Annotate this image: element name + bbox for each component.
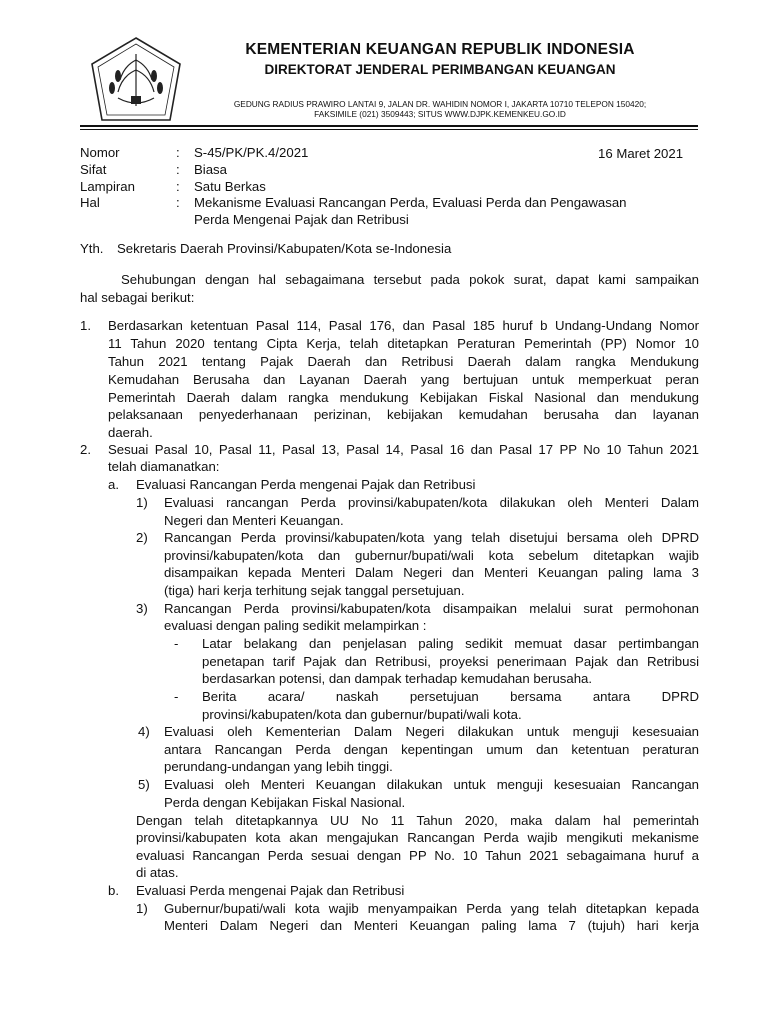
item-number: 4) [138,724,150,739]
item-number: 1) [136,495,148,510]
bullet-word: DPRD [661,689,699,704]
letterhead-address-line2: FAKSIMILE (021) 3509443; SITUS WWW.DJPK.KEMENKEU.GO.ID [314,109,566,119]
bullet-dash: - [174,689,179,704]
subpoint-label: b. [108,883,119,898]
item-line: Rancangan Perda provinsi/kabupaten/kota yang telah disetujui bersama oleh DPRD [164,530,699,545]
point1-line: Pemerintah Daerah dalam rangka mendukung Kebijakan Fiskal Nasional dan mendukung [108,390,699,405]
letterhead-org: KEMENTERIAN KEUANGAN REPUBLIK INDONESIA [245,41,635,58]
point-number: 2. [80,442,91,457]
item-line: (tiga) hari kerja terhitung sejak tanggal persetujuan. [164,583,465,598]
bullet-dash: - [174,636,179,651]
kemenkeu-emblem-icon [88,36,184,124]
bullet-line: berdasarkan potensi, dan dampak terhadap kemudahan berusaha. [202,671,593,686]
item-line: antara Rancangan Perda dengan kepentingan umum dan ketentuan peraturan [164,742,699,757]
bullet-word: persetujuan [409,689,479,704]
item-line: Evaluasi rancangan Perda provinsi/kabupaten/kota dilakukan oleh Menteri Dalam [164,495,699,510]
point2-line: telah diamanatkan: [108,459,220,474]
addressee-prefix: Yth. [80,241,104,256]
intro-line: hal sebagai berikut: [80,290,195,305]
bullet-word: bersama [510,689,562,704]
bullet-word: acara/ [267,689,305,704]
closing-line: di atas. [136,865,179,880]
bullet-word: antara [592,689,631,704]
item-line: perundang-undangan yang lebih tinggi. [164,759,393,774]
letterhead-rule-thin [80,129,698,130]
meta-value-hal-line2: Perda Mengenai Pajak dan Retribusi [194,212,409,227]
addressee-name: Sekretaris Daerah Provinsi/Kabupaten/Kota se-Indonesia [117,241,452,256]
closing-line: evaluasi Rancangan Perda sesuai dengan PP No. 10 Tahun 2021 sebagaimana huruf a [136,848,699,863]
bullet-word: naskah [335,689,379,704]
intro-line: Sehubungan dengan hal sebagaimana tersebut pada pokok surat, dapat kami sampaikan [121,272,699,287]
closing-line: Dengan telah ditetapkannya UU No 11 Tahun 2020, maka dalam hal pemerintah [136,813,699,828]
subpoint-label: a. [108,477,119,492]
letter-date: 16 Maret 2021 [598,146,684,161]
item-number: 5) [138,777,150,792]
item-line: Rancangan Perda provinsi/kabupaten/kota disampaikan melalui surat permohonan [164,601,699,616]
meta-sep: : [176,195,180,210]
meta-sep: : [176,179,180,194]
item-line: Evaluasi oleh Menteri Keuangan dilakukan untuk menguji kesesuaian Rancangan [164,777,699,792]
meta-sep: : [176,162,180,177]
letterhead-address-line1: GEDUNG RADIUS PRAWIRO LANTAI 9, JALAN DR. WAHIDIN NOMOR I, JAKARTA 10710 TELEPON 150420; [233,99,647,109]
point-number: 1. [80,318,91,333]
letterhead-unit: DIREKTORAT JENDERAL PERIMBANGAN KEUANGAN [264,62,616,77]
item-line: disampaikan kepada Menteri Dalam Negeri dan Menteri Keuangan paling lama 3 [164,565,699,580]
item-number: 3) [136,601,148,616]
bullet-line-spread [202,688,699,706]
item-line: Gubernur/bupati/wali kota wajib menyampaikan Perda yang telah ditetapkan kepada [164,901,699,916]
meta-value-nomor: S-45/PK/PK.4/2021 [194,145,309,160]
item-line: Perda dengan Kebijakan Fiskal Nasional. [164,795,406,810]
subpoint-title: Evaluasi Perda mengenai Pajak dan Retribusi [136,883,405,898]
bullet-line: penetapan tarif Pajak dan Retribusi, proyeksi penerimaan Pajak dan Retribusi [202,654,699,669]
point1-line: Kemudahan Berusaha dan Layanan Daerah yang bertujuan untuk memperkuat peran [108,372,699,387]
point1-line: 11 Tahun 2020 tentang Cipta Kerja, telah ditetapkan Peraturan Pemerintah (PP) Nomor 10 [108,336,699,351]
point1-line: pelaksanaan penyederhanaan perizinan, kebijakan kemudahan berusaha dan layanan [108,407,699,422]
item-line: provinsi/kabupaten/kota dan gubernur/bupati/wali kota sebelum ditetapkan wajib [164,548,699,563]
point1-line: daerah. [108,425,153,440]
meta-value-sifat: Biasa [194,162,227,177]
item-line: Negeri dan Menteri Keuangan. [164,513,344,528]
point1-line: Tahun 2021 tentang Pajak Daerah dan Retribusi Daerah dalam rangka Mendukung [108,354,699,369]
letterhead-rule-thick [80,125,698,127]
meta-key-hal: Hal [80,195,100,210]
meta-value-lampiran: Satu Berkas [194,179,266,194]
bullet-word: Berita [202,689,237,704]
meta-value-hal: Mekanisme Evaluasi Rancangan Perda, Evaluasi Perda dan Pengawasan [194,195,627,210]
item-line: evaluasi dengan paling sedikit melampirkan : [164,618,427,633]
bullet-line: Latar belakang dan penjelasan paling sedikit memuat dasar pertimbangan [202,636,699,651]
closing-line: provinsi/kabupaten kota akan mengajukan Rancangan Perda wajib mengikuti mekanisme [136,830,699,845]
meta-key-sifat: Sifat [80,162,107,177]
meta-sep: : [176,145,180,160]
item-number: 1) [136,901,148,916]
bullet-line: provinsi/kabupaten/kota dan gubernur/bupati/wali kota. [202,707,522,722]
subpoint-title: Evaluasi Rancangan Perda mengenai Pajak dan Retribusi [136,477,476,492]
item-number: 2) [136,530,148,545]
item-line: Menteri Dalam Negeri dan Menteri Keuangan paling lama 7 (tujuh) hari kerja [164,918,699,933]
meta-key-nomor: Nomor [80,145,120,160]
point1-line: Berdasarkan ketentuan Pasal 114, Pasal 176, dan Pasal 185 huruf b Undang-Undang Nomor [108,318,699,333]
point2-line: Sesuai Pasal 10, Pasal 11, Pasal 13, Pasal 14, Pasal 16 dan Pasal 17 PP No 10 Tahun 2021 [108,442,699,457]
meta-key-lampiran: Lampiran [80,179,135,194]
item-line: Evaluasi oleh Kementerian Dalam Negeri dilakukan untuk menguji kesesuaian [164,724,699,739]
